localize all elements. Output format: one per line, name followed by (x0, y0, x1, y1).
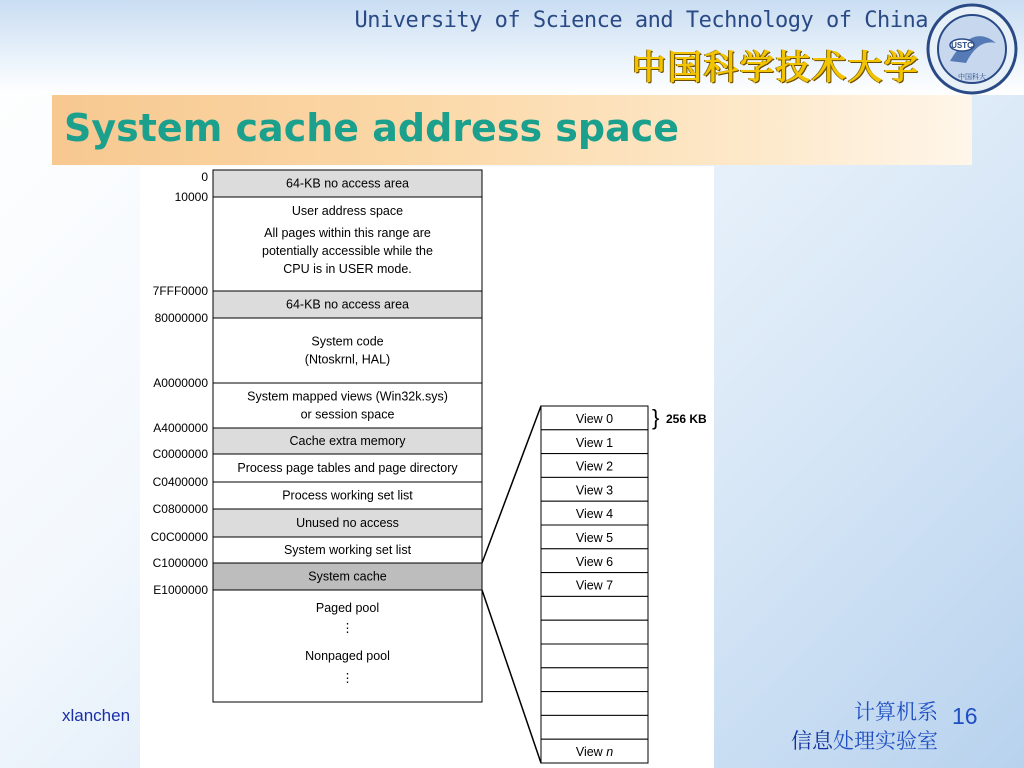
view-slot (541, 644, 648, 668)
view-label: View 4 (575, 507, 614, 522)
view-slot (541, 692, 648, 716)
dept-line-2-bold: 信息 (791, 729, 833, 753)
view-label: View 2 (575, 459, 614, 474)
brace-glyph: } (652, 405, 660, 430)
slide-title: System cache address space (64, 106, 680, 150)
region-label: ⋮ (341, 621, 354, 635)
view-label: View 7 (575, 578, 614, 593)
view-label: View n (575, 745, 614, 760)
region-address: 0 (201, 170, 208, 184)
view-label: View 5 (575, 531, 614, 545)
region-label: 64-KB no access area (286, 176, 409, 191)
view-label: View 3 (575, 483, 614, 498)
region-label: Paged pool (315, 601, 380, 615)
region-address: E1000000 (153, 583, 208, 597)
region-label: Process working set list (282, 488, 413, 503)
footer-author: xlanchen (62, 706, 131, 725)
region-label: or session space (300, 407, 395, 422)
region-label: (Ntoskrnl, HAL) (304, 352, 391, 367)
region-label: potentially accessible while the (262, 244, 433, 258)
dept-line-2-rest: 处理实验室 (833, 729, 938, 753)
view-size-label: 256 KB (666, 412, 707, 426)
address-space-diagram (140, 166, 714, 768)
region-label: Nonpaged pool (305, 649, 390, 663)
dept-line-2 (791, 727, 938, 756)
dept-line-1: 计算机系 (854, 700, 938, 724)
view-slot (541, 620, 648, 644)
view-label: View 6 (575, 554, 614, 569)
page-number: 16 (952, 703, 978, 729)
region-label: CPU is in USER mode. (283, 262, 412, 276)
region-address: C1000000 (152, 556, 208, 570)
region-label: Process page tables and page directory (237, 461, 458, 475)
region-label: Cache extra memory (289, 434, 406, 448)
ustc-logo (926, 3, 1018, 95)
region-address: 80000000 (154, 311, 208, 325)
connector-line-top (482, 406, 541, 563)
region-label: All pages within this range are (264, 226, 431, 240)
region-label: 64-KB no access area (286, 297, 409, 312)
region-label: System working set list (283, 543, 412, 557)
view-slot (541, 715, 648, 739)
region-label: Unused no access (296, 516, 399, 530)
university-name-cn: 中国科学技术大学 (632, 48, 920, 88)
region-label: System mapped views (Win32k.sys) (247, 389, 448, 404)
view-label: View 0 (575, 412, 614, 426)
region-address: A4000000 (153, 421, 208, 435)
region-address: C0C00000 (150, 530, 208, 544)
region-address: C0800000 (152, 502, 208, 516)
footer-department (791, 698, 938, 756)
region-address: C0000000 (152, 447, 208, 461)
view-slot (541, 668, 648, 692)
region-address: 10000 (174, 190, 208, 204)
connector-line-bottom (482, 590, 541, 763)
region-label: User address space (291, 204, 404, 218)
region-label: System code (311, 334, 384, 349)
logo-text-top: USTC (951, 41, 973, 50)
region-label: ⋮ (341, 671, 354, 685)
view-slot (541, 596, 648, 620)
region-address: A0000000 (153, 376, 208, 390)
logo-text-bottom: 中国科大 (958, 73, 986, 81)
region-address: C0400000 (152, 475, 208, 489)
university-name-en: University of Science and Technology of China (354, 8, 928, 33)
diagram-panel (140, 166, 714, 768)
region-address: 7FFF0000 (152, 284, 208, 298)
region-box (213, 318, 482, 383)
view-label: View 1 (575, 435, 614, 450)
region-label: System cache (308, 569, 387, 584)
